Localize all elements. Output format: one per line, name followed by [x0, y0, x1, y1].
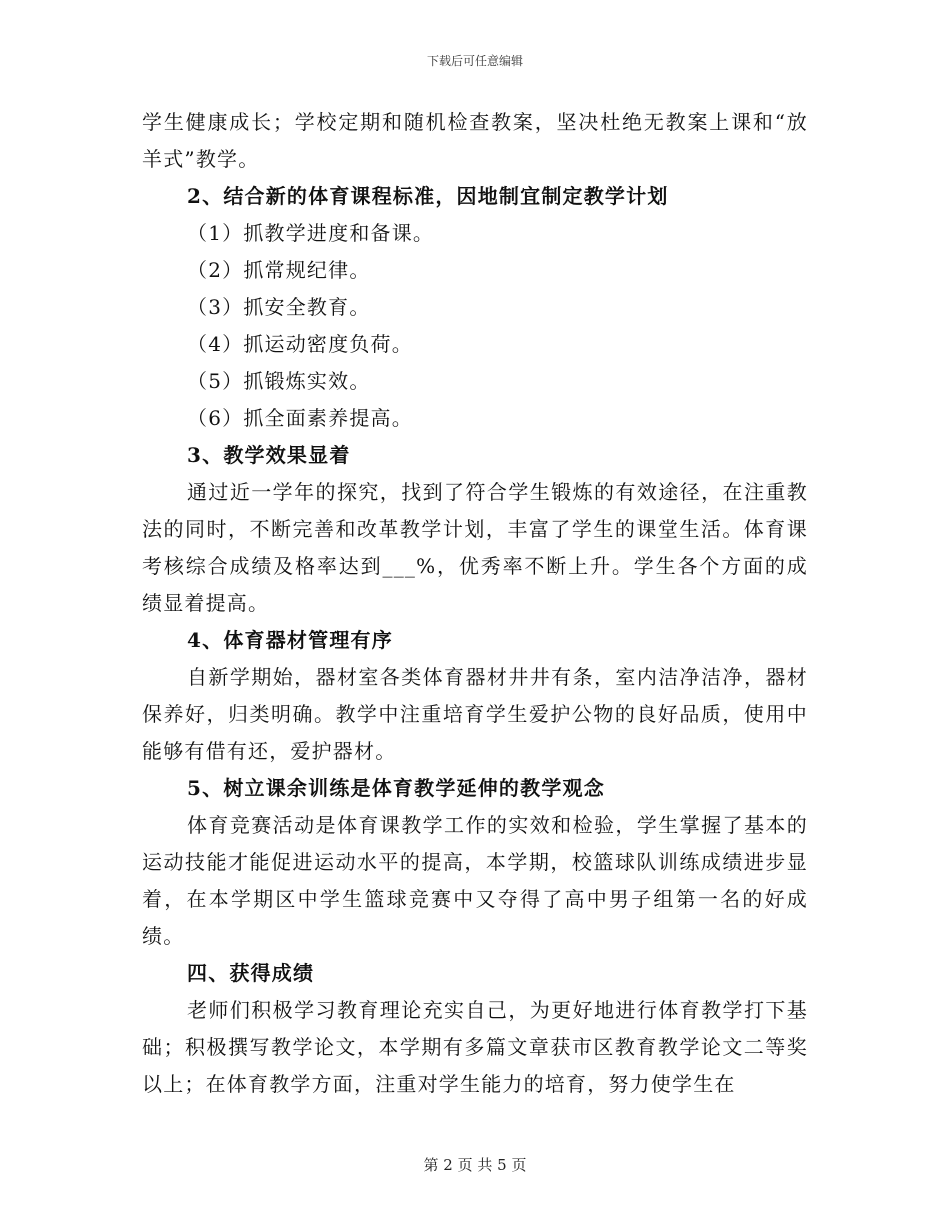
document-body — [142, 104, 808, 1103]
paragraph-equipment: 自新学期始，器材室各类体育器材井井有条，室内洁净洁净，器材保养好，归类明确。教学中注重培育学生爱护公物的良好品质，使用中能够有借有还，爱护器材。 — [142, 665, 808, 763]
list-item: （1）抓教学进度和备课。 — [187, 221, 435, 245]
paragraph-achievements: 老师们积极学习教育理论充实自己，为更好地进行体育教学打下基础；积极撰写教学论文，本学期有多篇文章获市区教育教学论文二等奖以上；在体育教学方面，注重对学生能力的培育，努力使学生在 — [142, 998, 808, 1096]
page-footer: 第 2 页 共 5 页 — [423, 1156, 527, 1174]
list-item: （4）抓运动密度负荷。 — [187, 332, 413, 356]
paragraph-continuation: 学生健康成长；学校定期和随机检查教案，坚决杜绝无教案上课和“放羊式”教学。 — [142, 110, 808, 171]
list-item: （5）抓锻炼实效。 — [187, 369, 371, 393]
paragraph-teaching-results: 通过近一学年的探究，找到了符合学生锻炼的有效途径，在注重教法的同时，不断完善和改革教学计划，丰富了学生的课堂生活。体育课考核综合成绩及格率达到___%，优秀率不断上升。学生各个方面的成绩显着提高。 — [142, 480, 808, 615]
paragraph-training: 体育竞赛活动是体育课教学工作的实效和检验，学生掌握了基本的运动技能才能促进运动水平的提高，本学期，校篮球队训练成绩进步显着，在本学期区中学生篮球竞赛中又夺得了高中男子组第一名的好成绩。 — [142, 813, 808, 948]
section-heading-achievements: 四、获得成绩 — [187, 961, 315, 985]
section-heading-2: 2、结合新的体育课程标准，因地制宜制定教学计划 — [187, 184, 669, 208]
section-heading-4: 4、体育器材管理有序 — [187, 628, 393, 652]
section-heading-5: 5、树立课余训练是体育教学延伸的教学观念 — [187, 776, 605, 800]
page-header: 下载后可任意编辑 — [426, 54, 523, 68]
section-heading-3: 3、教学效果显着 — [187, 443, 351, 467]
list-item: （2）抓常规纪律。 — [187, 258, 371, 282]
list-item: （6）抓全面素养提高。 — [187, 406, 413, 430]
list-item: （3）抓安全教育。 — [187, 295, 371, 319]
